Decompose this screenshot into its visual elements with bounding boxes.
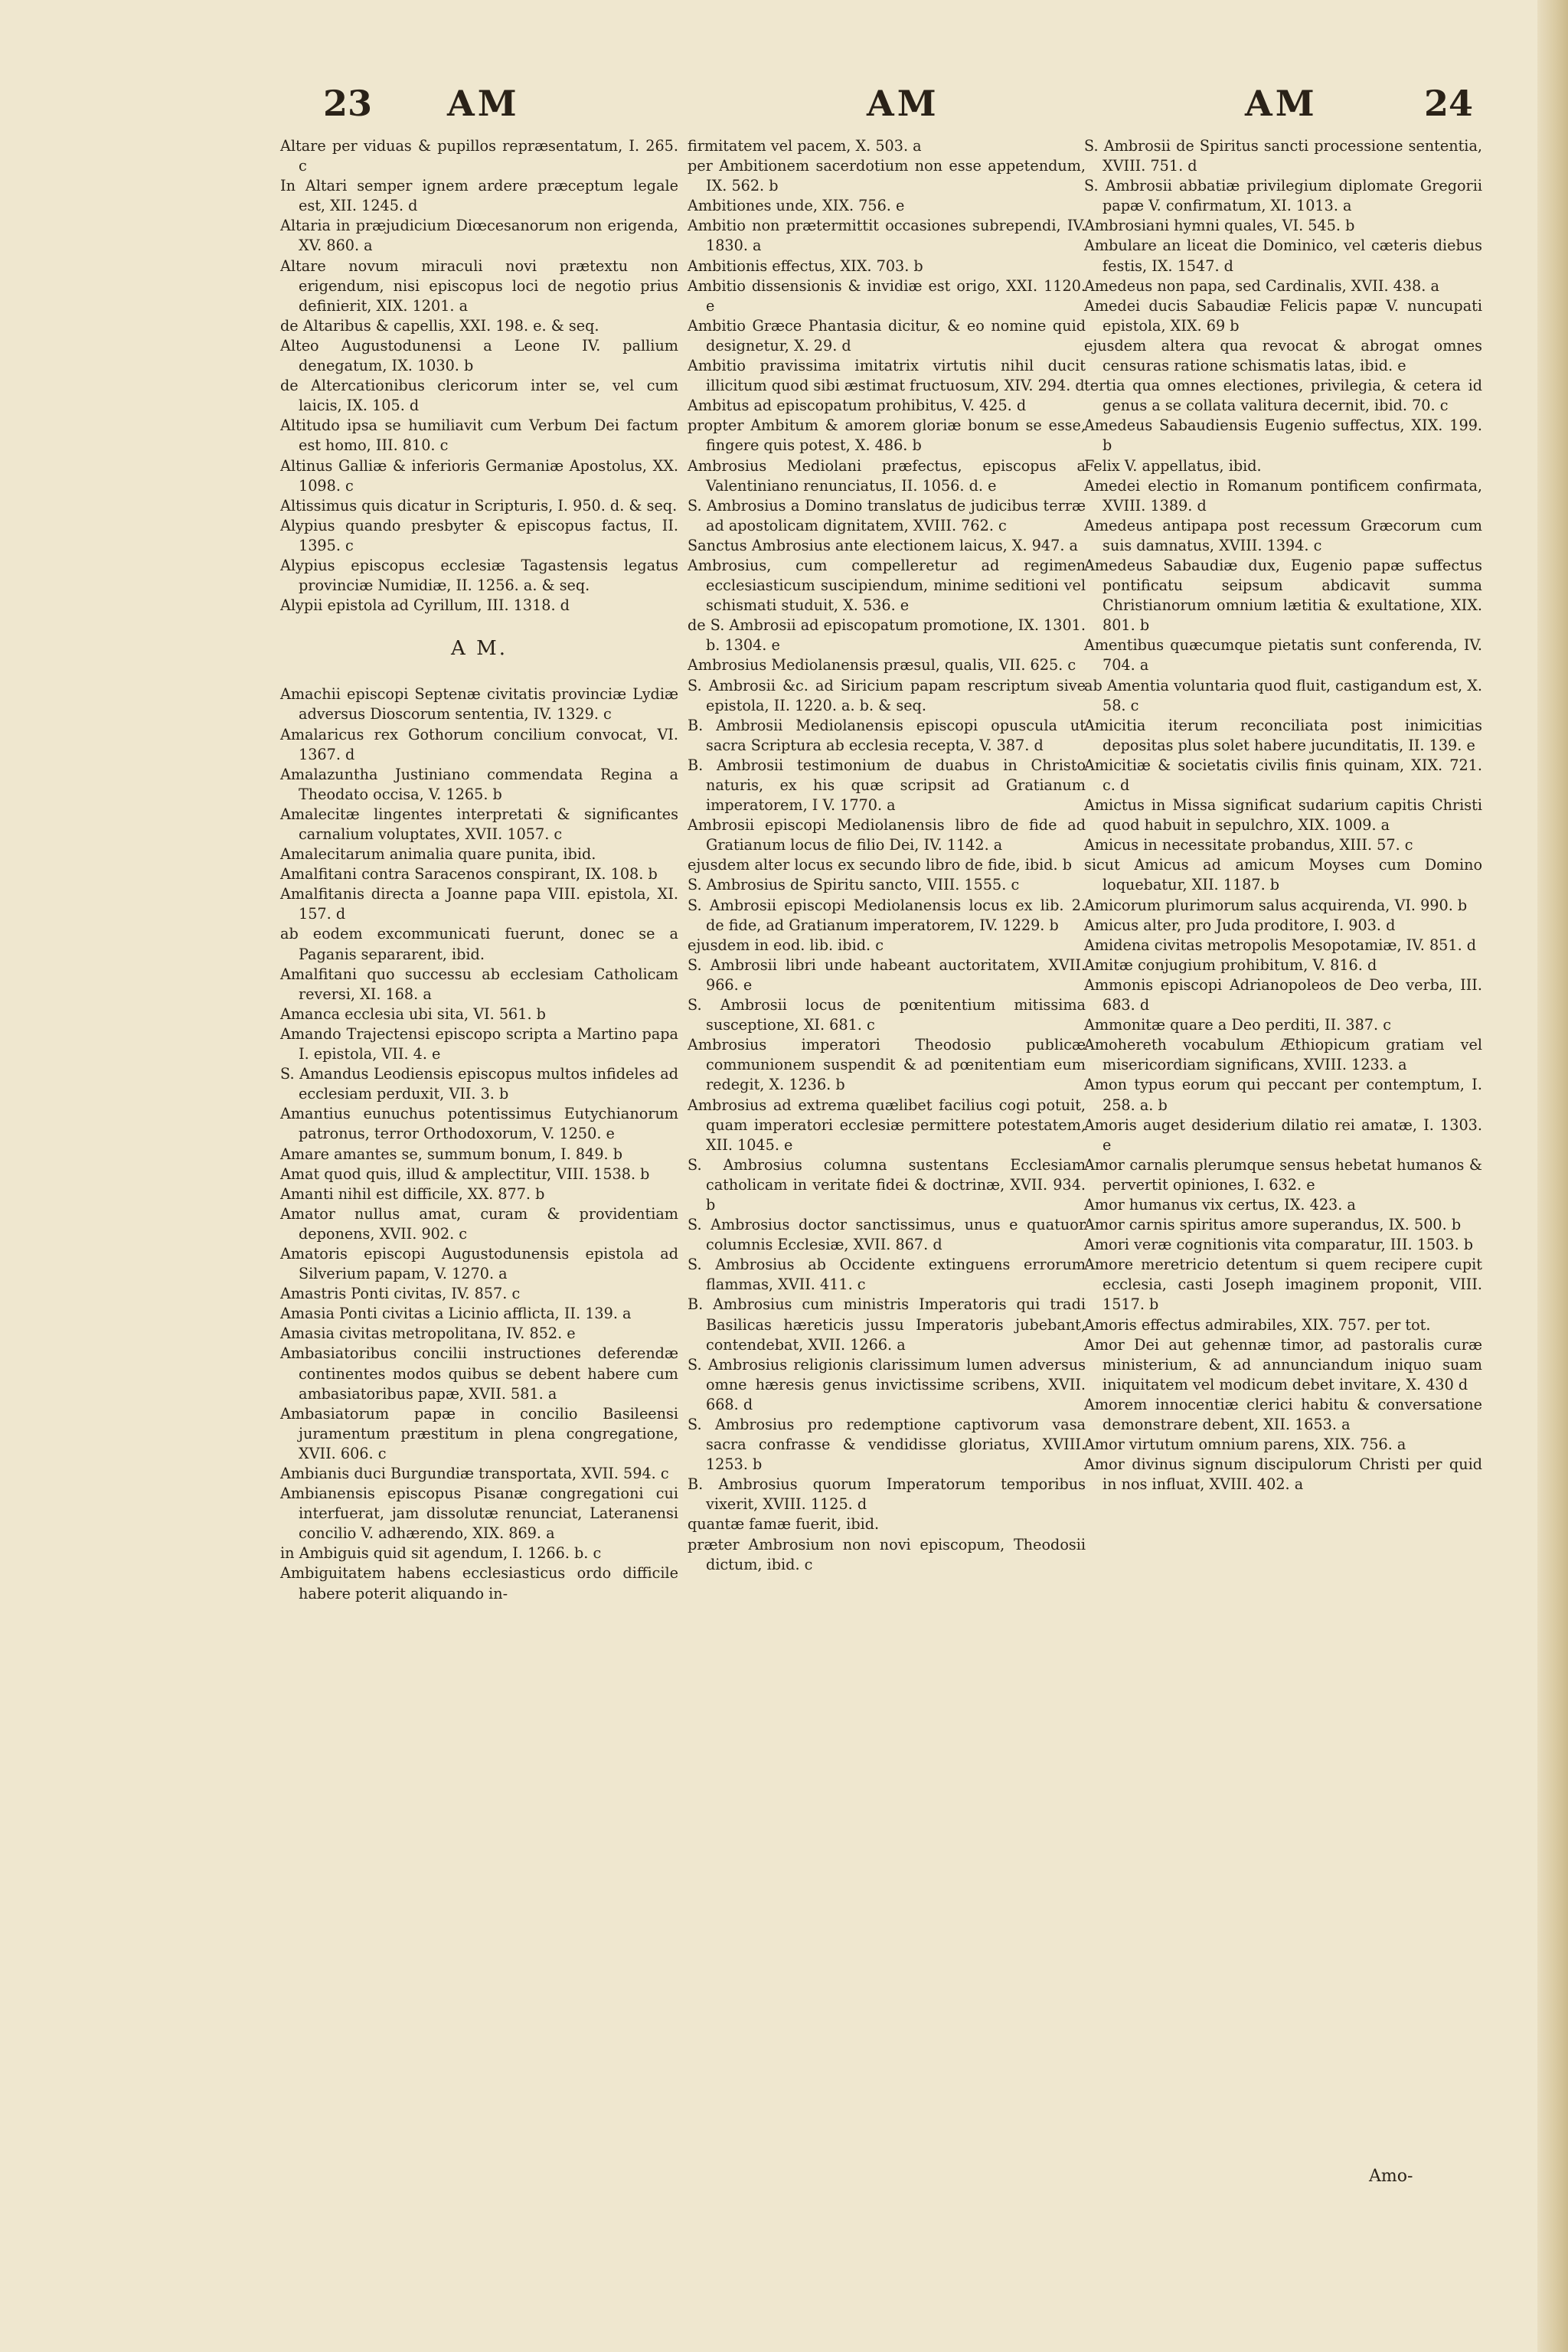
index-entry: in Ambiguis quid sit agendum, I. 1266. b. c	[280, 1544, 602, 1563]
index-entry: propter Ambitum & amorem gloriæ bonum se esse, fingere quis potest, X. 486. b	[688, 416, 1086, 455]
running-headword-right: AM	[1245, 83, 1318, 124]
index-entry: Altitudo ipsa se humiliavit cum Verbum Dei factum est homo, III. 810. c	[280, 416, 678, 455]
index-entry: Amentibus quæcumque pietatis sunt conferenda, IV. 704. a	[1084, 636, 1482, 675]
index-entry: S. Ambrosii &c. ad Siricium papam rescriptum sive epistola, II. 1220. a. b. & seq.	[688, 676, 1086, 714]
index-entry: ejusdem alter locus ex secundo libro de fide, ibid. b	[688, 856, 1073, 874]
index-entry: In Altari semper ignem ardere præceptum legale est, XII. 1245. d	[280, 177, 678, 215]
page-header	[0, 83, 1568, 144]
index-entry: Amat quod quis, illud & amplectitur, VIII. 1538. b	[280, 1165, 650, 1183]
index-entry: S. Ambrosii de Spiritus sancti processione sententia, XVIII. 751. d	[1084, 137, 1482, 175]
catchword: Amo-	[1369, 2167, 1413, 2186]
index-entry: Sanctus Ambrosius ante electionem laicus, X. 947. a	[688, 536, 1078, 554]
index-entry: Ambrosius Mediolanensis præsul, qualis, VII. 625. c	[688, 656, 1076, 675]
index-entry: sicut Amicus ad amicum Moyses cum Domino loquebatur, XII. 1187. b	[1084, 856, 1482, 894]
index-entry: Amedeus Sabaudiæ dux, Eugenio papæ suffectus pontificatu seipsum abdicavit summa Christianorum omnium lætitia & exultatione, XIX. 801. b	[1084, 556, 1482, 635]
index-entry: Amantius eunuchus potentissimus Eutychianorum patronus, terror Orthodoxorum, V. 1250. e	[280, 1105, 678, 1143]
index-entry: Amalfitani quo successu ab ecclesiam Catholicam reversi, XI. 168. a	[280, 965, 678, 1003]
index-entry: Ambiguitatem habens ecclesiasticus ordo difficile habere poterit aliquando in-	[280, 1564, 678, 1602]
index-entry: Amictus in Missa significat sudarium capitis Christi quod habuit in sepulchro, XIX. 1009. a	[1084, 796, 1482, 835]
index-entry: Amor divinus signum discipulorum Christi per quid in nos influat, XVIII. 402. a	[1084, 1455, 1482, 1494]
index-entry: Ambianensis episcopus Pisanæ congregationi cui interfuerat, jam dissolutæ renunciat, Lateranensi concilio V. adhærendo, XIX. 869. a	[280, 1485, 678, 1543]
index-column-1	[280, 136, 678, 1604]
index-entry: Ambrosiani hymni quales, VI. 545. b	[1084, 217, 1355, 235]
index-entry: B. Ambrosius cum ministris Imperatoris qui tradi Basilicas hæreticis jussu Imperatoris jubebant, contendebat, XVII. 1266. a	[688, 1295, 1086, 1354]
index-entry: Amalfitani contra Saracenos conspirant, IX. 108. b	[280, 865, 658, 884]
index-entry: Amedeus Sabaudiensis Eugenio suffectus, XIX. 199. b	[1084, 416, 1482, 455]
index-entry: Ambitio pravissima imitatrix virtutis nihil ducit illicitum quod sibi æstimat fructuosum, XIV. 294. d	[688, 357, 1086, 395]
index-entry: Alypius episcopus ecclesiæ Tagastensis legatus provinciæ Numidiæ, II. 1256. a. & seq.	[280, 556, 678, 595]
index-entry: Amalfitanis directa a Joanne papa VIII. epistola, XI. 157. d	[280, 885, 678, 923]
index-entry: S. Ambrosii episcopi Mediolanensis locus ex lib. 2. de fide, ad Gratianum imperatorem, IV. 1229. b	[688, 896, 1086, 934]
index-entry: de Altercationibus clericorum inter se, vel cum laicis, IX. 105. d	[280, 377, 678, 415]
index-entry: Ambitus ad episcopatum prohibitus, V. 425. d	[688, 397, 1027, 415]
index-entry: S. Ambrosii locus de pœnitentium mitissima susceptione, XI. 681. c	[688, 996, 1086, 1034]
index-entry: Amastris Ponti civitas, IV. 857. c	[280, 1285, 521, 1303]
index-entry: Amare amantes se, summum bonum, I. 849. b	[280, 1145, 623, 1163]
index-entry: ab Amentia voluntaria quod fluit, castigandum est, X. 58. c	[1084, 676, 1482, 714]
index-entry: Ambrosius ad extrema quælibet facilius cogi potuit, quam imperatori ecclesiæ permittere potestatem, XII. 1045. e	[688, 1096, 1086, 1154]
index-entry: Amedei ducis Sabaudiæ Felicis papæ V. nuncupati epistola, XIX. 69 b	[1084, 296, 1482, 335]
running-headword-left: AM	[447, 83, 520, 124]
page-number-right: 24	[1424, 83, 1474, 124]
index-entry: Ambasiatorum papæ in concilio Basileensi juramentum præstitum in plena congregatione, XVII. 606. c	[280, 1404, 678, 1462]
index-entry: Altaria in præjudicium Diœcesanorum non erigenda, XV. 860. a	[280, 217, 678, 255]
index-entry: Amanca ecclesia ubi sita, VI. 561. b	[280, 1004, 546, 1023]
index-entry: S. Ambrosius ab Occidente extinguens errorum flammas, XVII. 411. c	[688, 1256, 1086, 1294]
index-entry: Amasia civitas metropolitana, IV. 852. e	[280, 1325, 576, 1343]
index-entry: S. Ambrosii abbatiæ privilegium diplomate Gregorii papæ V. confirmatum, XI. 1013. a	[1084, 177, 1482, 215]
index-entry: ejusdem in eod. lib. ibid. c	[688, 936, 884, 954]
index-entry: Amor humanus vix certus, IX. 423. a	[1084, 1195, 1356, 1214]
index-entry: Amasia Ponti civitas a Licinio afflicta, II. 139. a	[280, 1305, 632, 1323]
index-entry: Amitæ conjugium prohibitum, V. 816. d	[1084, 956, 1377, 974]
index-entry: Alypius quando presbyter & episcopus factus, II. 1395. c	[280, 516, 678, 554]
index-entry: Ambitio dissensionis & invidiæ est origo, XXI. 1120. e	[688, 276, 1086, 315]
index-entry: Amator nullus amat, curam & providentiam deponens, XVII. 902. c	[280, 1204, 678, 1243]
index-entry: Ammonitæ quare a Deo perditi, II. 387. c	[1084, 1016, 1391, 1034]
index-entry: Amando Trajectensi episcopo scripta a Martino papa I. epistola, VII. 4. e	[280, 1024, 678, 1063]
index-entry: per Ambitionem sacerdotium non esse appetendum, IX. 562. b	[688, 157, 1086, 195]
index-entry: firmitatem vel pacem, X. 503. a	[688, 137, 922, 155]
index-entry: Alteo Augustodunensi a Leone IV. pallium denegatum, IX. 1030. b	[280, 336, 678, 375]
index-entry: Altinus Galliæ & inferioris Germaniæ Apostolus, XX. 1098. c	[280, 456, 678, 495]
index-entry: ejusdem altera qua revocat & abrogat omnes censuras ratione schismatis latas, ibid. e	[1084, 336, 1482, 375]
index-entry: Amidena civitas metropolis Mesopotamiæ, IV. 851. d	[1084, 936, 1477, 954]
index-entry: Altissimus quis dicatur in Scripturis, I. 950. d. & seq.	[280, 496, 678, 514]
index-entry: præter Ambrosium non novi episcopum, Theodosii dictum, ibid. c	[688, 1535, 1086, 1573]
index-entry: Amedei electio in Romanum pontificem confirmata, XVIII. 1389. d	[1084, 476, 1482, 514]
index-entry: Amore meretricio detentum si quem recipere cupit ecclesia, casti Joseph imaginem proponit, VIII. 1517. b	[1084, 1256, 1482, 1314]
index-entry: Amoris effectus admirabiles, XIX. 757. per tot.	[1084, 1315, 1431, 1334]
index-entry: S. Ambrosii libri unde habeant auctoritatem, XVII. 966. e	[688, 956, 1086, 994]
index-entry: Felix V. appellatus, ibid.	[1084, 456, 1262, 475]
index-entry: Amor Dei aut gehennæ timor, ad pastoralis curæ ministerium, & ad annunciandum iniquo suam iniquitatem vel modicum debet invitare, X. 430 d	[1084, 1335, 1482, 1393]
index-entry: Amedeus non papa, sed Cardinalis, XVII. 438. a	[1084, 276, 1439, 295]
index-entry: Amicorum plurimorum salus acquirenda, VI. 990. b	[1084, 896, 1468, 914]
index-entry: Amon typus eorum qui peccant per contemptum, I. 258. a. b	[1084, 1076, 1482, 1114]
index-entry: Amicus in necessitate probandus, XIII. 57. c	[1084, 836, 1413, 854]
index-entry: Amicus alter, pro Juda proditore, I. 903. d	[1084, 916, 1396, 934]
index-entry: Amor carnis spiritus amore superandus, IX. 500. b	[1084, 1216, 1462, 1234]
index-entry: Ambitio Græce Phantasia dicitur, & eo nomine quid designetur, X. 29. d	[688, 316, 1086, 354]
page-number-left: 23	[323, 83, 373, 124]
index-entry: Ammonis episcopi Adrianopoleos de Deo verba, III. 683. d	[1084, 975, 1482, 1014]
index-entry: Amalecitæ lingentes interpretati & significantes carnalium voluptates, XVII. 1057. c	[280, 805, 678, 843]
index-entry: Amor carnalis plerumque sensus hebetat humanos & pervertit opiniones, I. 632. e	[1084, 1155, 1482, 1194]
index-entry: S. Ambrosius a Domino translatus de judicibus terræ ad apostolicam dignitatem, XVIII. 762. c	[688, 496, 1086, 534]
index-entry: tertia qua omnes electiones, privilegia, & cetera id genus a se collata valitura decernit, ibid. 70. c	[1084, 377, 1482, 415]
index-entry: Ambrosius, cum compelleretur ad regimen ecclesiasticum suscipiendum, minime seditioni vel schismati studuit, X. 536. e	[688, 556, 1086, 615]
index-entry: Ambasiatoribus concilii instructiones deferendæ continentes modos quibus se debent habere cum ambasiatoribus papæ, XVII. 581. a	[280, 1344, 678, 1403]
index-entry: Ambrosius Mediolani præfectus, episcopus a Valentiniano renunciatus, II. 1056. d. e	[688, 456, 1086, 495]
index-entry: Amicitia iterum reconciliata post inimicitias depositas plus solet habere jucunditatis, II. 139. e	[1084, 716, 1482, 754]
index-entry: Amanti nihil est difficile, XX. 877. b	[280, 1184, 545, 1203]
index-entry: Amor virtutum omnium parens, XIX. 756. a	[1084, 1436, 1406, 1454]
index-entry: de Altaribus & capellis, XXI. 198. e. & seq.	[280, 316, 599, 335]
index-entry: Ambitiones unde, XIX. 756. e	[688, 197, 905, 215]
index-entry: Alypii epistola ad Cyrillum, III. 1318. d	[280, 596, 570, 615]
index-entry: Amoris auget desiderium dilatio rei amatæ, I. 1303. e	[1084, 1116, 1482, 1154]
index-entry: Amalecitarum animalia quare punita, ibid.	[280, 845, 596, 864]
index-entry: Amicitiæ & societatis civilis finis quinam, XIX. 721. c. d	[1084, 756, 1482, 794]
running-headword-center: AM	[867, 83, 939, 124]
index-entry: S. Ambrosius pro redemptione captivorum vasa sacra confrasse & vendidisse gloriatus, XVIII. 1253. b	[688, 1416, 1086, 1474]
index-entry: Altare novum miraculi novi prætextu non erigendum, nisi episcopus loci de negotio prius definierit, XIX. 1201. a	[280, 256, 678, 315]
index-entry: Amorem innocentiæ clerici habitu & conversatione demonstrare debent, XII. 1653. a	[1084, 1395, 1482, 1433]
index-entry: B. Ambrosius quorum Imperatorum temporibus vixerit, XVIII. 1125. d	[688, 1475, 1086, 1514]
index-entry: Amori veræ cognitionis vita comparatur, III. 1503. b	[1084, 1236, 1474, 1254]
index-entry: de S. Ambrosii ad episcopatum promotione, IX. 1301. b. 1304. e	[688, 616, 1086, 655]
index-column-3	[1084, 136, 1482, 1494]
index-column-2	[688, 136, 1086, 1575]
index-entry: Ambrosius imperatori Theodosio publicæ communionem suspendit & ad pœnitentiam eum redegit, X. 1236. b	[688, 1036, 1086, 1094]
index-entry: Ambrosii episcopi Mediolanensis libro de fide ad Gratianum locus de filio Dei, IV. 1142. a	[688, 816, 1086, 854]
index-entry: quantæ famæ fuerit, ibid.	[688, 1515, 880, 1534]
index-entry: Amatoris episcopi Augustodunensis epistola ad Silverium papam, V. 1270. a	[280, 1244, 678, 1283]
index-entry: Altare per viduas & pupillos repræsentatum, I. 265. c	[280, 137, 678, 175]
index-entry: Ambulare an liceat die Dominico, vel cæteris diebus festis, IX. 1547. d	[1084, 237, 1482, 275]
index-entry: Amedeus antipapa post recessum Græcorum cum suis damnatus, XVIII. 1394. c	[1084, 516, 1482, 554]
section-heading: A M.	[451, 637, 508, 661]
index-entry: Ambianis duci Burgundiæ transportata, XVII. 594. c	[280, 1465, 669, 1482]
index-entry: S. Ambrosius de Spiritu sancto, VIII. 1555. c	[688, 876, 1020, 894]
index-entry: Amalaricus rex Gothorum concilium convocat, VI. 1367. d	[280, 725, 678, 763]
index-entry: B. Ambrosii testimonium de duabus in Christo naturis, ex his quæ scripsit ad Gratianum imperatorem, I V. 1770. a	[688, 756, 1086, 815]
index-entry: B. Ambrosii Mediolanensis episcopi opuscula ut sacra Scriptura ab ecclesia recepta, V. 387. d	[688, 716, 1086, 754]
index-entry: S. Ambrosius religionis clarissimum lumen adversus omne hæresis genus invictissime scribens, XVII. 668. d	[688, 1355, 1086, 1413]
index-entry: S. Ambrosius columna sustentans Ecclesiam catholicam in veritate fidei & doctrinæ, XVII. 934. b	[688, 1155, 1086, 1214]
index-entry: Amachii episcopi Septenæ civitatis provinciæ Lydiæ adversus Dioscorum sententia, IV. 1329. c	[280, 685, 678, 724]
index-entry: S. Ambrosius doctor sanctissimus, unus e quatuor columnis Ecclesiæ, XVII. 867. d	[688, 1216, 1086, 1254]
index-entry: Amalazuntha Justiniano commendata Regina a Theodato occisa, V. 1265. b	[280, 765, 678, 803]
page-edge	[1537, 0, 1568, 2352]
index-entry: ab eodem excommunicati fuerunt, donec se a Paganis separarent, ibid.	[280, 925, 678, 963]
index-entry: Ambitionis effectus, XIX. 703. b	[688, 256, 923, 275]
index-entry: S. Amandus Leodiensis episcopus multos infideles ad ecclesiam perduxit, VII. 3. b	[280, 1065, 678, 1103]
index-entry: Amohereth vocabulum Æthiopicum gratiam vel misericordiam significans, XVIII. 1233. a	[1084, 1036, 1482, 1074]
index-entry: Ambitio non prætermittit occasiones subrependi, IV. 1830. a	[688, 217, 1086, 255]
